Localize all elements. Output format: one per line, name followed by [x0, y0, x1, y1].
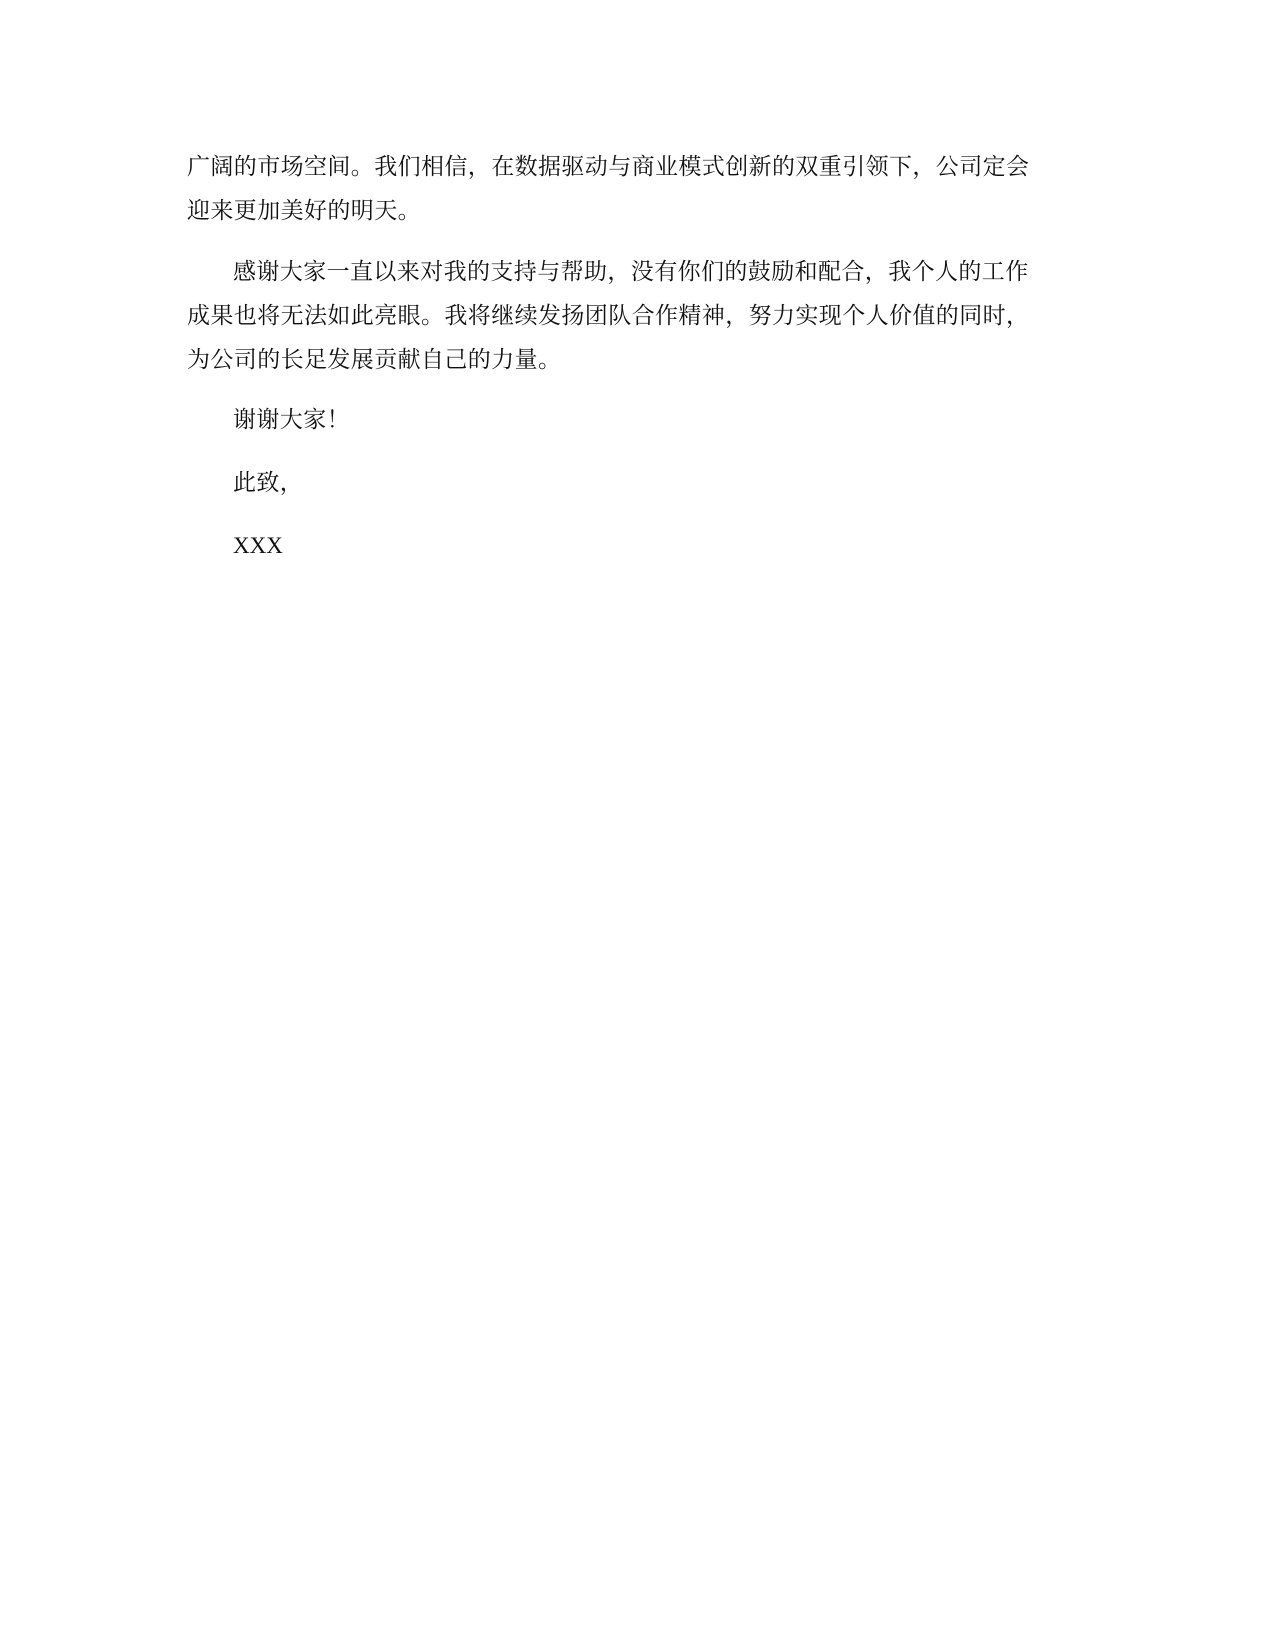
paragraph-thanks — [187, 250, 1087, 382]
paragraph-line: 感谢大家一直以来对我的支持与帮助，没有你们的鼓励和配合，我个人的工作 — [233, 259, 1029, 285]
paragraph-line: 广阔的市场空间。我们相信，在数据驱动与商业模式创新的双重引领下，公司定会 — [187, 154, 1030, 180]
paragraph-line: 为公司的长足发展贡献自己的力量。 — [187, 347, 562, 373]
signature — [187, 524, 1087, 568]
closing-salutation-text: 此致， — [233, 470, 304, 496]
closing-thanks — [187, 398, 1087, 442]
paragraph-line: 成果也将无法如此亮眼。我将继续发扬团队合作精神，努力实现个人价值的同时， — [187, 303, 1030, 329]
paragraph-line: 迎来更加美好的明天。 — [187, 198, 421, 224]
paragraph-continuation — [187, 145, 1087, 233]
signature-text: XXX — [233, 533, 283, 558]
closing-salutation — [187, 461, 1087, 505]
closing-thanks-text: 谢谢大家！ — [233, 407, 350, 433]
